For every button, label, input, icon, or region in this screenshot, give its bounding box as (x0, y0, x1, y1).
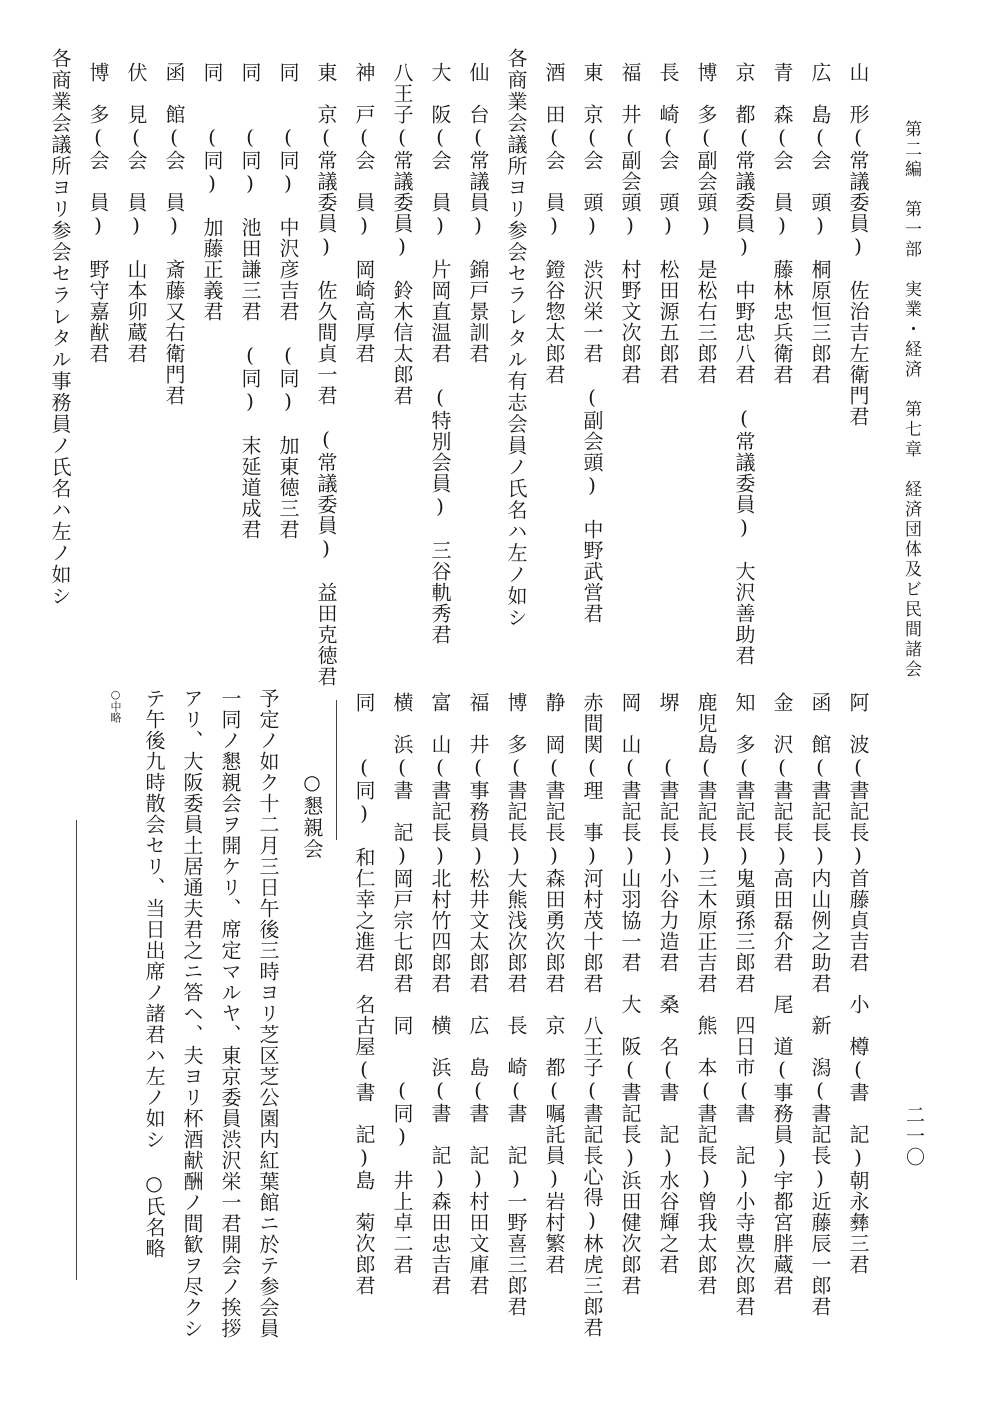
konshinkai-text-line: テ午後九時散会セリ、当日出席ノ諸君ハ左ノ如シ ○氏名略 (142, 688, 166, 1259)
member-line: 福 井(副会頭) 村野文次郎君 (618, 62, 642, 385)
konshinkai-text-line: アリ、大阪委員土居通夫君之ニ答ヘ、夫ヨリ杯酒献酬ノ間歓ヲ尽クシ (180, 688, 204, 1339)
member-line: 博 多(会 員) 野守嘉猷君 (86, 62, 110, 364)
staff-line: 同 (同) 和仁幸之進君 名古屋(書 記)島 菊次郎君 (352, 692, 376, 1296)
member-line: 東 京(常議委員) 佐久間貞一君 (常議委員) 益田克徳君 (314, 62, 338, 687)
section-heading-volunteers: 各商業会議所ヨリ参会セラレタル有志会員ノ氏名ハ左ノ如シ (504, 48, 528, 629)
member-line: 神 戸(会 員) 岡崎高厚君 (352, 62, 376, 364)
member-line: 八王子(常議委員) 鈴木信太郎君 (390, 62, 414, 406)
member-line: 酒 田(会 員) 鐙谷惣太郎君 (542, 62, 566, 385)
page-number: 二一〇 (903, 1105, 925, 1168)
member-line: 大 阪(会 員) 片岡直温君 (特別会員) 三谷軌秀君 (428, 62, 452, 645)
member-line: 東 京(会 頭) 渋沢栄一君 (副会頭) 中野武営君 (580, 62, 604, 624)
member-line: 京 都(常議委員) 中野忠八君 (常議委員) 大沢善助君 (732, 62, 756, 666)
staff-line: 赤間関(理 事)河村茂十郎君 八王子(書記長心得)林虎三郎君 (580, 692, 604, 1338)
member-line: 函 館(会 員) 斎藤又右衛門君 (162, 62, 186, 406)
konshinkai-text-line: 一同ノ懇親会ヲ開ケリ、席定マルヤ、東京委員渋沢栄一君開会ノ挨拶 (218, 688, 242, 1339)
member-line: 同 (同) 池田謙三君 (同) 末延道成君 (238, 62, 262, 540)
staff-line: 鹿児島(書記長)三木原正吉君 熊 本(書記長)曾我太郎君 (694, 692, 718, 1296)
member-line: 同 (同) 加藤正義君 (200, 62, 224, 322)
omission-note: ○中略 (109, 688, 122, 723)
staff-line: 岡 山(書記長)山羽協一君 大 阪(書記長)浜田健次郎君 (618, 692, 642, 1296)
staff-line: 函 館(書記長)内山例之助君 新 潟(書記長)近藤辰一郎君 (808, 692, 832, 1317)
staff-line: 阿 波(書記長)首藤貞吉君 小 樽(書 記)朝永彝三君 (846, 692, 870, 1275)
staff-line: 福 井(事務員)松井文太郎君 広 島(書 記)村田文庫君 (466, 692, 490, 1296)
staff-line: 知 多(書記長)鬼頭孫三郎君 四日市(書 記)小寺豊次郎君 (732, 692, 756, 1317)
section-divider (76, 820, 77, 1280)
staff-line: 金 沢(書記長)高田磊介君 尾 道(事務員)宇都宮胖蔵君 (770, 692, 794, 1296)
section-divider (336, 700, 337, 840)
member-line: 青 森(会 員) 藤林忠兵衛君 (770, 62, 794, 385)
member-line: 同 (同) 中沢彦吉君 (同) 加東徳三君 (276, 62, 300, 540)
member-line: 博 多(副会頭) 是松右三郎君 (694, 62, 718, 385)
member-line: 山 形(常議委員) 佐治吉左衛門君 (846, 62, 870, 427)
staff-line: 静 岡(書記長)森田勇次郎君 京 都(嘱託員)岩村繁君 (542, 692, 566, 1275)
running-title: 第二編 第一部 実業・経済 第七章 経済団体及ビ民間諸会 (901, 120, 921, 680)
staff-line: 横 浜(書 記)岡戸宗七郎君 同 (同) 井上卓二君 (390, 692, 414, 1275)
member-line: 仙 台(常議員) 錦戸景訓君 (466, 62, 490, 364)
staff-line: 堺 (書記長)小谷力造君 桑 名(書 記)水谷輝之君 (656, 692, 680, 1275)
staff-line: 博 多(書記長)大熊浅次郎君 長 崎(書 記)一野喜三郎君 (504, 692, 528, 1317)
section-heading-staff: 各商業会議所ヨリ参会セラレタル事務員ノ氏名ハ左ノ如シ (48, 48, 72, 607)
member-line: 長 崎(会 頭) 松田源五郎君 (656, 62, 680, 385)
staff-line: 富 山(書記長)北村竹四郎君 横 浜(書 記)森田忠吉君 (428, 692, 452, 1296)
konshinkai-heading: ○懇親会 (300, 770, 324, 860)
member-line: 広 島(会 頭) 桐原恒三郎君 (808, 62, 832, 385)
member-line: 伏 見(会 員) 山本卯蔵君 (124, 62, 148, 364)
konshinkai-text-line: 予定ノ如ク十二月三日午後三時ヨリ芝区芝公園内紅葉館ニ於テ参会員 (256, 688, 280, 1339)
